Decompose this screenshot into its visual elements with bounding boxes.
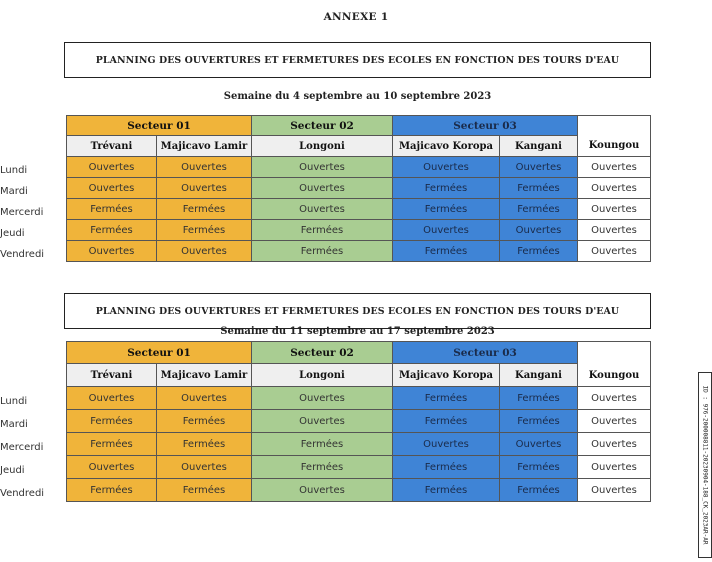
status-cell: Fermées <box>500 456 578 479</box>
sector-header: Secteur 01 <box>66 341 252 364</box>
day-label: Mercerdi <box>0 442 44 453</box>
column-header: Majicavo Lamir <box>157 136 252 157</box>
status-cell: Ouvertes <box>66 178 157 199</box>
status-cell: Ouvertes <box>66 241 157 262</box>
planning-title-2: PLANNING DES OUVERTURES ET FERMETURES DES ECOLES EN FONCTION DES TOURS D'EAU <box>64 293 651 329</box>
table-row <box>0 178 650 199</box>
status-cell: Fermées <box>393 199 500 220</box>
column-header: Koungou <box>578 115 651 157</box>
column-header-row <box>0 364 650 387</box>
sector-header: Secteur 02 <box>252 341 393 364</box>
column-header: Koungou <box>578 341 651 387</box>
planning-title-1: PLANNING DES OUVERTURES ET FERMETURES DES ECOLES EN FONCTION DES TOURS D'EAU <box>64 42 651 78</box>
week-label-2: Semaine du 11 septembre au 17 septembre 2023 <box>220 326 495 337</box>
status-cell: Fermées <box>157 433 252 456</box>
status-cell: Fermées <box>66 220 157 241</box>
status-cell: Ouvertes <box>578 387 651 410</box>
column-header: Kangani <box>500 136 578 157</box>
status-cell: Fermées <box>500 479 578 502</box>
day-label: Mardi <box>0 419 28 430</box>
status-cell: Ouvertes <box>500 157 578 178</box>
day-label: Lundi <box>0 165 28 176</box>
planning-table-1 <box>0 115 650 262</box>
sector-header: Secteur 03 <box>393 115 578 136</box>
status-cell: Fermées <box>157 479 252 502</box>
status-cell: Ouvertes <box>66 456 157 479</box>
status-cell: Fermées <box>393 410 500 433</box>
column-header: Majicavo Koropa <box>393 364 500 387</box>
week-label-1: Semaine du 4 septembre au 10 septembre 2023 <box>223 91 492 102</box>
status-cell: Fermées <box>393 178 500 199</box>
table-row <box>0 199 650 220</box>
status-cell: Ouvertes <box>157 387 252 410</box>
day-label: Mardi <box>0 186 28 197</box>
status-cell: Fermées <box>157 199 252 220</box>
status-cell: Fermées <box>393 456 500 479</box>
status-cell: Ouvertes <box>500 433 578 456</box>
status-cell: Fermées <box>157 410 252 433</box>
status-cell: Ouvertes <box>157 178 252 199</box>
table-row <box>0 157 650 178</box>
status-cell: Fermées <box>500 410 578 433</box>
status-cell: Ouvertes <box>578 241 651 262</box>
column-header: Majicavo Koropa <box>393 136 500 157</box>
status-cell: Fermées <box>252 241 393 262</box>
sector-header: Secteur 03 <box>393 341 578 364</box>
status-cell: Fermées <box>157 220 252 241</box>
status-cell: Fermées <box>500 387 578 410</box>
column-header: Trévani <box>66 364 157 387</box>
status-cell: Fermées <box>500 199 578 220</box>
column-header: Kangani <box>500 364 578 387</box>
sector-header: Secteur 02 <box>252 115 393 136</box>
sector-header: Secteur 01 <box>66 115 252 136</box>
day-label: Vendredi <box>0 488 45 499</box>
status-cell: Fermées <box>500 241 578 262</box>
status-cell: Ouvertes <box>252 178 393 199</box>
status-cell: Fermées <box>66 479 157 502</box>
status-cell: Ouvertes <box>393 433 500 456</box>
column-header: Longoni <box>252 136 393 157</box>
status-cell: Fermées <box>393 387 500 410</box>
status-cell: Ouvertes <box>66 157 157 178</box>
table-row <box>0 410 650 433</box>
status-cell: Ouvertes <box>578 479 651 502</box>
status-cell: Ouvertes <box>157 456 252 479</box>
status-cell: Ouvertes <box>578 410 651 433</box>
table-row <box>0 479 650 502</box>
status-cell: Fermées <box>252 220 393 241</box>
status-cell: Fermées <box>500 178 578 199</box>
status-cell: Ouvertes <box>252 157 393 178</box>
status-cell: Ouvertes <box>500 220 578 241</box>
status-cell: Fermées <box>393 241 500 262</box>
status-cell: Ouvertes <box>252 479 393 502</box>
day-label: Jeudi <box>0 465 25 476</box>
table-row <box>0 220 650 241</box>
status-cell: Ouvertes <box>393 220 500 241</box>
status-cell: Ouvertes <box>157 157 252 178</box>
status-cell: Ouvertes <box>252 199 393 220</box>
day-label: Vendredi <box>0 249 45 260</box>
column-header: Majicavo Lamir <box>157 364 252 387</box>
status-cell: Ouvertes <box>578 456 651 479</box>
sector-header-row <box>0 115 650 136</box>
table-row <box>0 387 650 410</box>
column-header: Trévani <box>66 136 157 157</box>
annexe-heading: ANNEXE 1 <box>323 11 389 23</box>
status-cell: Fermées <box>393 479 500 502</box>
status-cell: Fermées <box>66 410 157 433</box>
table-row <box>0 456 650 479</box>
table-row <box>0 433 650 456</box>
status-cell: Ouvertes <box>578 178 651 199</box>
status-cell: Ouvertes <box>578 199 651 220</box>
status-cell: Ouvertes <box>157 241 252 262</box>
status-cell: Ouvertes <box>578 157 651 178</box>
status-cell: Ouvertes <box>393 157 500 178</box>
table-row <box>0 241 650 262</box>
status-cell: Ouvertes <box>252 387 393 410</box>
sector-header-row <box>0 341 650 364</box>
status-cell: Ouvertes <box>66 387 157 410</box>
status-cell: Fermées <box>252 433 393 456</box>
column-header-row <box>0 136 650 157</box>
status-cell: Ouvertes <box>252 410 393 433</box>
status-cell: Ouvertes <box>578 433 651 456</box>
column-header: Longoni <box>252 364 393 387</box>
stamp-id-text: ID : 976-200008811-20230904-188_CK_2023AR-AR <box>701 385 709 545</box>
document-id-stamp <box>698 372 712 558</box>
planning-table-2 <box>0 341 650 502</box>
status-cell: Fermées <box>66 199 157 220</box>
day-label: Lundi <box>0 396 28 407</box>
day-label: Mercerdi <box>0 207 44 218</box>
status-cell: Fermées <box>66 433 157 456</box>
status-cell: Fermées <box>252 456 393 479</box>
status-cell: Ouvertes <box>578 220 651 241</box>
day-label: Jeudi <box>0 228 25 239</box>
